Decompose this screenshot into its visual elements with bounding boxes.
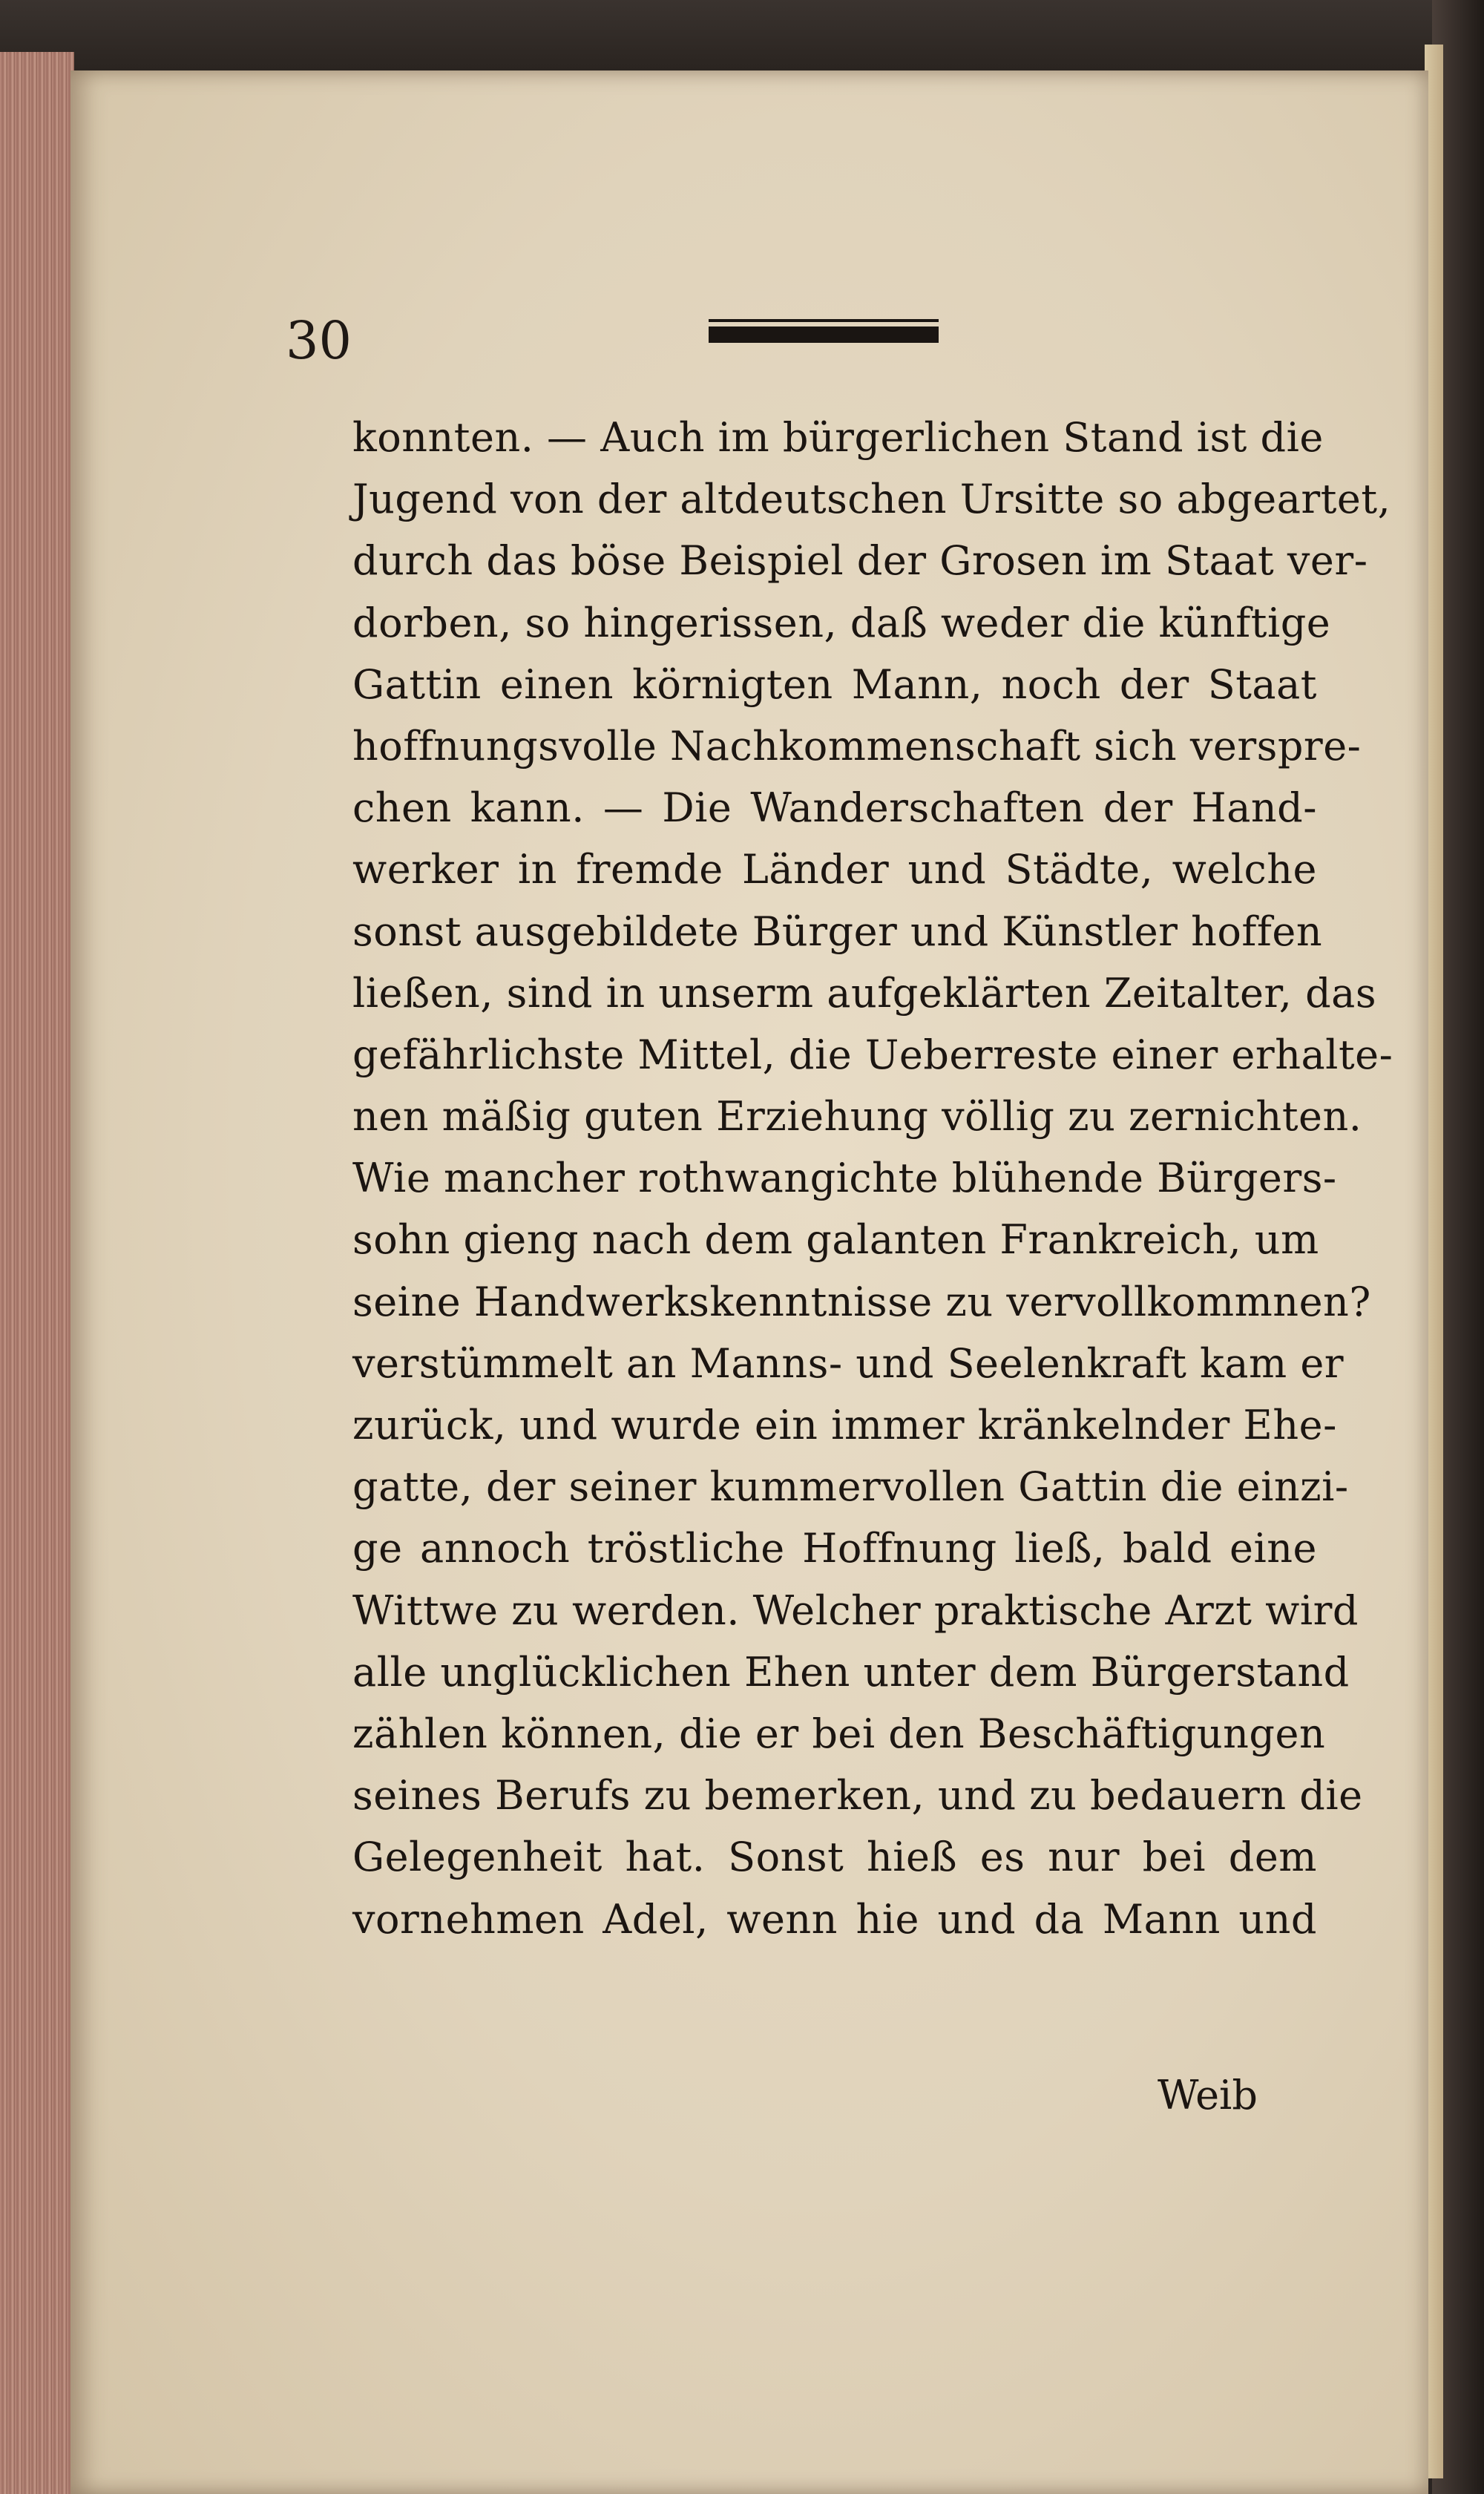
text-line: Gelegenheit hat. Sonst hieß es nur bei dem <box>352 1834 1317 1881</box>
text-line: zählen können, die er bei den Beschäftigungen <box>352 1710 1326 1757</box>
text-line: seines Berufs zu bemerken, und zu bedauern die <box>352 1772 1363 1819</box>
page-number: 30 <box>286 310 352 371</box>
text-line: sonst ausgebildete Bürger und Künstler hoffen <box>352 908 1323 955</box>
text-line: gatte, der seiner kummervollen Gattin die einzi- <box>352 1463 1349 1511</box>
text-line: verstümmelt an Manns- und Seelenkraft kam er <box>352 1339 1345 1387</box>
text-line: konnten. — Auch im bürgerlichen Stand ist die <box>352 414 1324 461</box>
text-line: seine Handwerkskenntnisse zu vervollkommnen? <box>352 1278 1371 1325</box>
text-line: Jugend von der altdeutschen Ursitte so abgeartet, <box>352 476 1391 523</box>
catchword: Weib <box>1158 2072 1258 2119</box>
book-binding-top <box>0 0 1484 70</box>
header-rule <box>709 326 939 343</box>
text-line: Wie mancher rothwangichte blühende Bürgers- <box>352 1155 1337 1202</box>
text-line: hoffnungsvolle Nachkommenschaft sich verspre- <box>352 722 1362 769</box>
page-edges-left <box>0 52 74 2494</box>
text-line: Gattin einen körnigten Mann, noch der Staat <box>352 660 1317 708</box>
text-line: durch das böse Beispiel der Grosen im Staat ver- <box>352 537 1368 585</box>
text-line: alle unglücklichen Ehen unter dem Bürgerstand <box>352 1648 1350 1696</box>
text-line: chen kann. — Die Wanderschaften der Hand- <box>352 784 1317 832</box>
text-line: werker in fremde Länder und Städte, welche <box>352 846 1317 893</box>
text-line: ließen, sind in unserm aufgeklärten Zeitalter, das <box>352 969 1377 1017</box>
text-line: sohn gieng nach dem galanten Frankreich, um <box>352 1216 1319 1264</box>
text-line: ge annoch tröstliche Hoffnung ließ, bald eine <box>352 1525 1317 1572</box>
body-text <box>352 407 1393 1950</box>
text-line: nen mäßig guten Erziehung völlig zu zernichten. <box>352 1093 1362 1141</box>
text-line: dorben, so hingerissen, daß weder die künftige <box>352 599 1331 646</box>
text-line: Wittwe zu werden. Welcher praktische Arzt wird <box>352 1586 1359 1634</box>
text-line: vornehmen Adel, wenn hie und da Mann und <box>352 1895 1317 1943</box>
text-line: zurück, und wurde ein immer kränkelnder Ehe- <box>352 1402 1337 1448</box>
text-line: gefährlichste Mittel, die Ueberreste einer erhalte- <box>352 1031 1393 1078</box>
